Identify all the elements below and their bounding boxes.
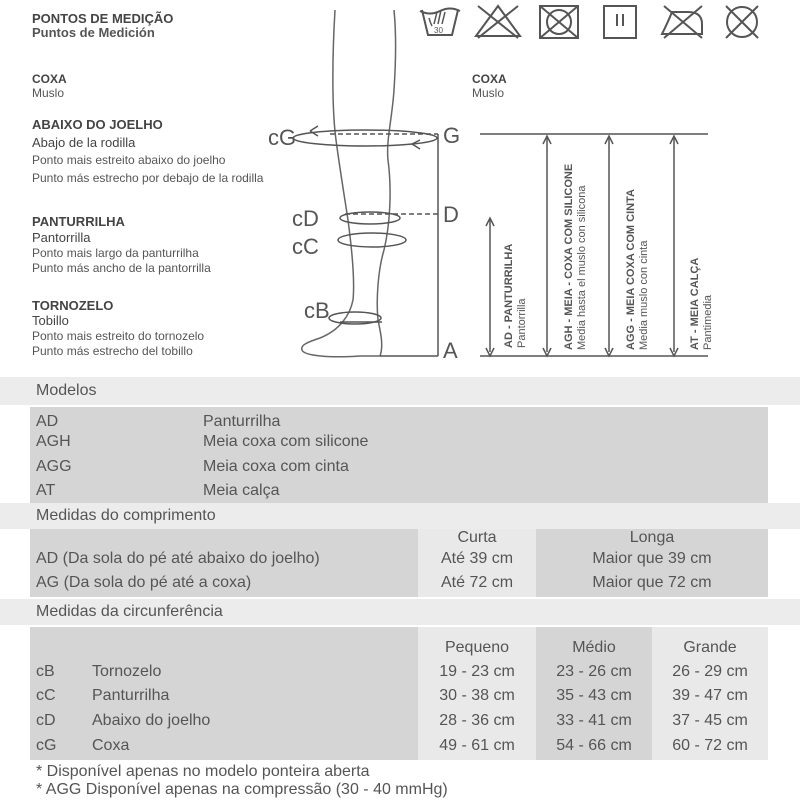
circunferencia-title: Medidas da circunferência bbox=[36, 603, 223, 620]
ad-label-es: Pantorrilla bbox=[516, 298, 528, 348]
coxa-label-es: Muslo bbox=[32, 86, 65, 100]
measurement-diagram bbox=[260, 0, 730, 375]
label-cD: cD bbox=[292, 206, 319, 231]
tornozelo-desc-es: Punto más estrecho del tobillo bbox=[32, 344, 193, 358]
model-code: AD bbox=[36, 413, 59, 430]
circ-code: cC bbox=[36, 687, 56, 704]
length-row-label: AG (Da sola do pé até a coxa) bbox=[36, 574, 252, 591]
length-longa: Maior que 39 cm bbox=[592, 550, 712, 567]
title-pt: PONTOS DE MEDIÇÃO bbox=[32, 11, 174, 26]
joelho-desc-pt: Ponto mais estreito abaixo do joelho bbox=[32, 153, 226, 167]
modelos-table bbox=[30, 407, 768, 505]
ad-label: AD - PANTURRILHA bbox=[503, 243, 515, 348]
length-longa: Maior que 72 cm bbox=[592, 574, 712, 591]
medio-header: Médio bbox=[572, 639, 616, 656]
label-cG: cG bbox=[268, 125, 297, 150]
no-dry-clean-icon bbox=[726, 6, 758, 38]
model-code: AGH bbox=[36, 433, 71, 450]
agg-label-es: Media muslo con cinta bbox=[638, 240, 650, 350]
circ-pequeno: 30 - 38 cm bbox=[439, 687, 515, 704]
length-curta: Até 39 cm bbox=[440, 550, 514, 567]
circ-medio: 54 - 66 cm bbox=[556, 737, 632, 754]
at-label: AT - MEIA CALÇA bbox=[689, 257, 701, 350]
ad-arrow bbox=[486, 218, 494, 356]
model-code: AT bbox=[36, 482, 56, 499]
circ-pequeno: 19 - 23 cm bbox=[439, 663, 515, 680]
modelos-title: Modelos bbox=[36, 382, 97, 399]
panturrilha-label: PANTURRILHA bbox=[32, 214, 125, 229]
label-cC: cC bbox=[292, 234, 319, 259]
coxa-label: COXA bbox=[32, 72, 67, 86]
right-coxa-label-es: Muslo bbox=[472, 86, 505, 100]
circ-name: Abaixo do joelho bbox=[92, 712, 211, 729]
length-row-label: AD (Da sola do pé até abaixo do joelho) bbox=[36, 550, 320, 567]
footnote: * Disponível apenas no modelo ponteira aberta bbox=[36, 763, 370, 780]
modelos-bar bbox=[0, 377, 800, 405]
circ-grande: 26 - 29 cm bbox=[672, 663, 748, 680]
circ-pequeno: 49 - 61 cm bbox=[439, 737, 515, 754]
model-name: Meia coxa com silicone bbox=[203, 433, 369, 450]
circ-medio: 35 - 43 cm bbox=[556, 687, 632, 704]
circ-grande: 60 - 72 cm bbox=[672, 737, 748, 754]
length-curta: Até 72 cm bbox=[440, 574, 514, 591]
circ-medio: 33 - 41 cm bbox=[556, 712, 632, 729]
joelho-desc-es: Punto más estrecho por debajo de la rodilla bbox=[32, 171, 264, 185]
agg-label: AGG - MEIA COXA COM CINTA bbox=[625, 189, 637, 350]
model-code: AGG bbox=[36, 458, 72, 475]
panturrilha-desc-es: Punto más ancho de la pantorrilla bbox=[32, 261, 211, 275]
panturrilha-label-es: Pantorrilla bbox=[32, 230, 91, 245]
circ-name: Tornozelo bbox=[92, 663, 162, 680]
joelho-label-es: Abajo de la rodilla bbox=[32, 135, 136, 150]
joelho-label: ABAIXO DO JOELHO bbox=[32, 117, 163, 132]
title-es: Puntos de Medición bbox=[32, 25, 155, 40]
circ-grande: 37 - 45 cm bbox=[672, 712, 748, 729]
at-arrow bbox=[670, 136, 678, 356]
longa-header: Longa bbox=[629, 529, 675, 546]
panturrilha-desc-pt: Ponto mais largo da panturrilha bbox=[32, 246, 199, 260]
tornozelo-desc-pt: Ponto mais estreito do tornozelo bbox=[32, 329, 205, 343]
pequeno-header: Pequeno bbox=[444, 639, 510, 656]
model-name: Meia calça bbox=[203, 482, 280, 499]
footnote: * AGG Disponível apenas na compressão (30 - 40 mmHg) bbox=[36, 781, 448, 798]
comprimento-title: Medidas do comprimento bbox=[36, 507, 216, 524]
circ-medio: 23 - 26 cm bbox=[556, 663, 632, 680]
label-cB: cB bbox=[304, 298, 330, 323]
circ-code: cG bbox=[36, 737, 57, 754]
agg-arrow bbox=[605, 136, 613, 356]
right-coxa-label: COXA bbox=[472, 72, 507, 86]
circ-grande: 39 - 47 cm bbox=[672, 687, 748, 704]
circ-pequeno: 28 - 36 cm bbox=[439, 712, 515, 729]
label-G: G bbox=[443, 123, 461, 148]
curta-header: Curta bbox=[457, 529, 497, 546]
circ-code: cB bbox=[36, 663, 55, 680]
agh-arrow bbox=[543, 136, 551, 356]
svg-text:30: 30 bbox=[434, 26, 443, 35]
tornozelo-label-es: Tobillo bbox=[32, 313, 69, 328]
label-A: A bbox=[443, 338, 458, 363]
at-label-es: Pantimedia bbox=[702, 294, 714, 350]
circ-name: Panturrilha bbox=[92, 687, 170, 704]
grande-header: Grande bbox=[683, 639, 737, 656]
circ-name: Coxa bbox=[92, 737, 130, 754]
model-name: Meia coxa com cinta bbox=[203, 458, 349, 475]
tornozelo-label: TORNOZELO bbox=[32, 298, 114, 313]
model-name: Panturrilha bbox=[203, 413, 281, 430]
agh-label-es: Media hasta el muslo con silicona bbox=[576, 185, 588, 350]
label-D: D bbox=[443, 202, 459, 227]
agh-label: AGH - MEIA - COXA COM SILICONE bbox=[563, 163, 575, 350]
circ-code: cD bbox=[36, 712, 56, 729]
